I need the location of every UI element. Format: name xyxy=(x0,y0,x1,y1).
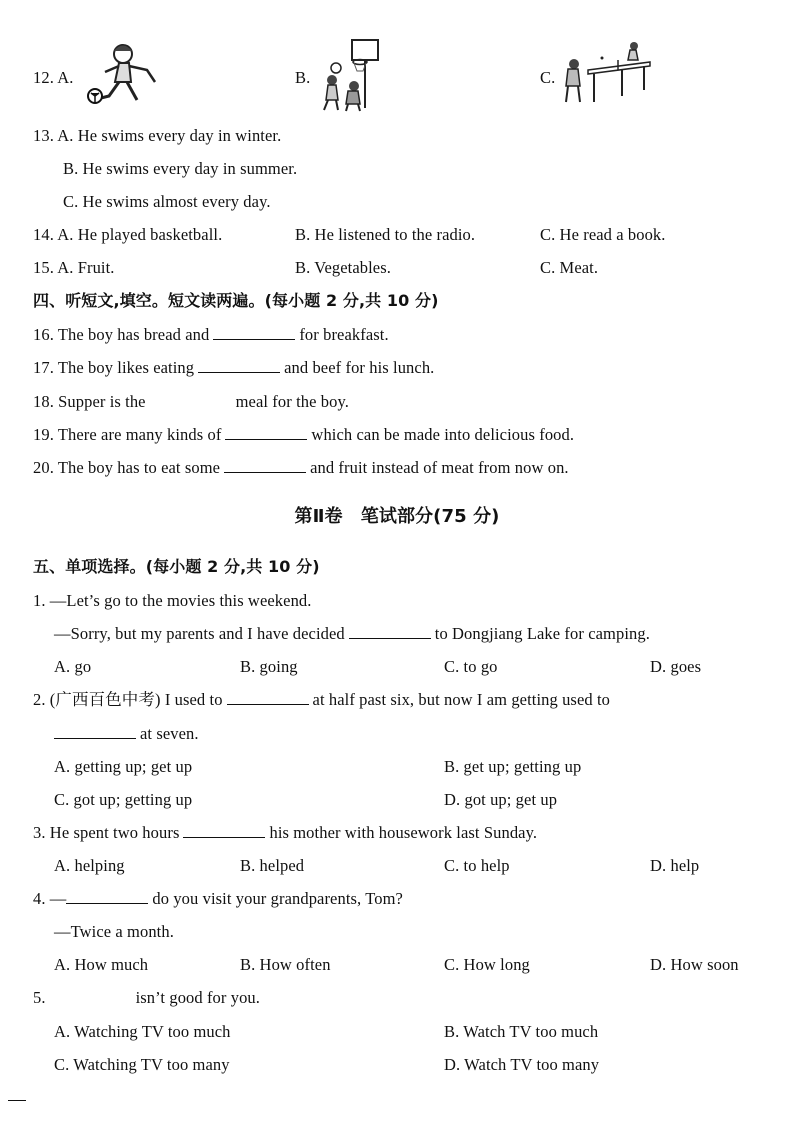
q13-option-a: 13. A. He swims every day in winter. xyxy=(33,126,282,145)
mc2-option-c: C. got up; getting up xyxy=(54,790,193,809)
q16 xyxy=(33,325,389,345)
section-4-heading: 四、听短文,填空。短文读两遍。(每小题 2 分,共 10 分) xyxy=(33,291,439,310)
answer-blank xyxy=(66,889,148,904)
q19-text-before: 19. There are many kinds of xyxy=(33,425,222,444)
mc1-option-d: D. goes xyxy=(650,657,702,676)
answer-blank xyxy=(198,358,280,373)
mc3-option-b: B. helped xyxy=(240,856,305,875)
part-2-title: 第Ⅱ卷 笔试部分(75 分) xyxy=(294,506,500,527)
q17-text-after: and beef for his lunch. xyxy=(284,358,435,377)
mc2-option-d: D. got up; get up xyxy=(444,790,558,809)
q17 xyxy=(33,358,434,378)
mc2-prompt-line2 xyxy=(54,724,199,744)
q14-option-a: 14. A. He played basketball. xyxy=(33,225,223,244)
mc1-option-a: A. go xyxy=(54,657,92,676)
mc1-reply-before: —Sorry, but my parents and I have decided xyxy=(54,624,345,643)
mc5-option-a: A. Watching TV too much xyxy=(54,1022,231,1041)
answer-blank xyxy=(183,823,265,838)
q14-option-c: C. He read a book. xyxy=(540,225,666,244)
answer-blank xyxy=(213,325,295,340)
q15-option-c: C. Meat. xyxy=(540,258,599,277)
answer-blank xyxy=(50,989,132,1003)
mc5-option-d: D. Watch TV too many xyxy=(444,1055,600,1074)
q20-text-after: and fruit instead of meat from now on. xyxy=(310,458,569,477)
mc2-option-a: A. getting up; get up xyxy=(54,757,193,776)
mc1-option-b: B. going xyxy=(240,657,298,676)
q20 xyxy=(33,458,569,478)
q18-text-before: 18. Supper is the xyxy=(33,392,146,411)
q18 xyxy=(33,392,349,412)
answer-blank xyxy=(227,690,309,705)
mc2-prompt-before: 2. (广西百色中考) I used to xyxy=(33,690,223,709)
mc5-prompt xyxy=(33,988,260,1008)
mc2-prompt-line2-after: at seven. xyxy=(140,724,199,743)
answer-blank xyxy=(225,425,307,440)
q15-option-a: 15. A. Fruit. xyxy=(33,258,115,277)
q19-text-after: which can be made into delicious food. xyxy=(311,425,575,444)
mc3-option-d: D. help xyxy=(650,856,700,875)
mc4-option-a: A. How much xyxy=(54,955,149,974)
q13-option-c: C. He swims almost every day. xyxy=(63,192,271,211)
mc4-option-b: B. How often xyxy=(240,955,331,974)
mc5-prompt-after: isn’t good for you. xyxy=(135,988,261,1007)
mc4-prompt-before: 4. — xyxy=(33,889,67,908)
q12-option-c-label: C. xyxy=(540,68,556,87)
mc3-prompt-after: his mother with housework last Sunday. xyxy=(269,823,538,842)
mc5-option-b: B. Watch TV too much xyxy=(444,1022,599,1041)
mc1-prompt: 1. —Let’s go to the movies this weekend. xyxy=(33,591,312,610)
q15-option-b: B. Vegetables. xyxy=(295,258,391,277)
kids-playing-table-tennis-icon xyxy=(562,40,654,110)
section-5-heading: 五、单项选择。(每小题 2 分,共 10 分) xyxy=(33,557,320,576)
mc1-reply xyxy=(54,624,650,644)
mc2-option-b: B. get up; getting up xyxy=(444,757,582,776)
q13-option-b: B. He swims every day in summer. xyxy=(63,159,298,178)
q16-text-after: for breakfast. xyxy=(299,325,389,344)
mc1-option-c: C. to go xyxy=(444,657,498,676)
q12-option-a-label: 12. A. xyxy=(33,68,74,87)
boy-kicking-football-icon xyxy=(85,42,165,108)
answer-blank xyxy=(54,724,136,739)
mc2-prompt-after: at half past six, but now I am getting used to xyxy=(312,690,610,709)
mc4-option-c: C. How long xyxy=(444,955,530,974)
q17-text-before: 17. The boy likes eating xyxy=(33,358,195,377)
answer-blank xyxy=(349,624,431,639)
mc4-prompt-after: do you visit your grandparents, Tom? xyxy=(152,889,403,908)
q20-text-before: 20. The boy has to eat some xyxy=(33,458,221,477)
q12-option-b-label: B. xyxy=(295,68,311,87)
mc4-reply: —Twice a month. xyxy=(54,922,174,941)
answer-blank xyxy=(150,393,232,407)
q14-option-b: B. He listened to the radio. xyxy=(295,225,476,244)
kids-playing-basketball-icon xyxy=(320,38,386,112)
mc3-option-c: C. to help xyxy=(444,856,510,875)
mc5-prompt-before: 5. xyxy=(33,988,46,1007)
mc1-reply-after: to Dongjiang Lake for camping. xyxy=(434,624,650,643)
q16-text-before: 16. The boy has bread and xyxy=(33,325,210,344)
q18-text-after: meal for the boy. xyxy=(235,392,349,411)
mc4-option-d: D. How soon xyxy=(650,955,739,974)
answer-blank xyxy=(224,458,306,473)
mc3-option-a: A. helping xyxy=(54,856,125,875)
mc5-option-c: C. Watching TV too many xyxy=(54,1055,230,1074)
mc3-prompt-before: 3. He spent two hours xyxy=(33,823,180,842)
mc2-prompt xyxy=(33,690,610,710)
mc4-prompt xyxy=(33,889,403,909)
mc3-prompt xyxy=(33,823,537,843)
page-footer-rule xyxy=(8,1100,26,1101)
q19 xyxy=(33,425,574,445)
